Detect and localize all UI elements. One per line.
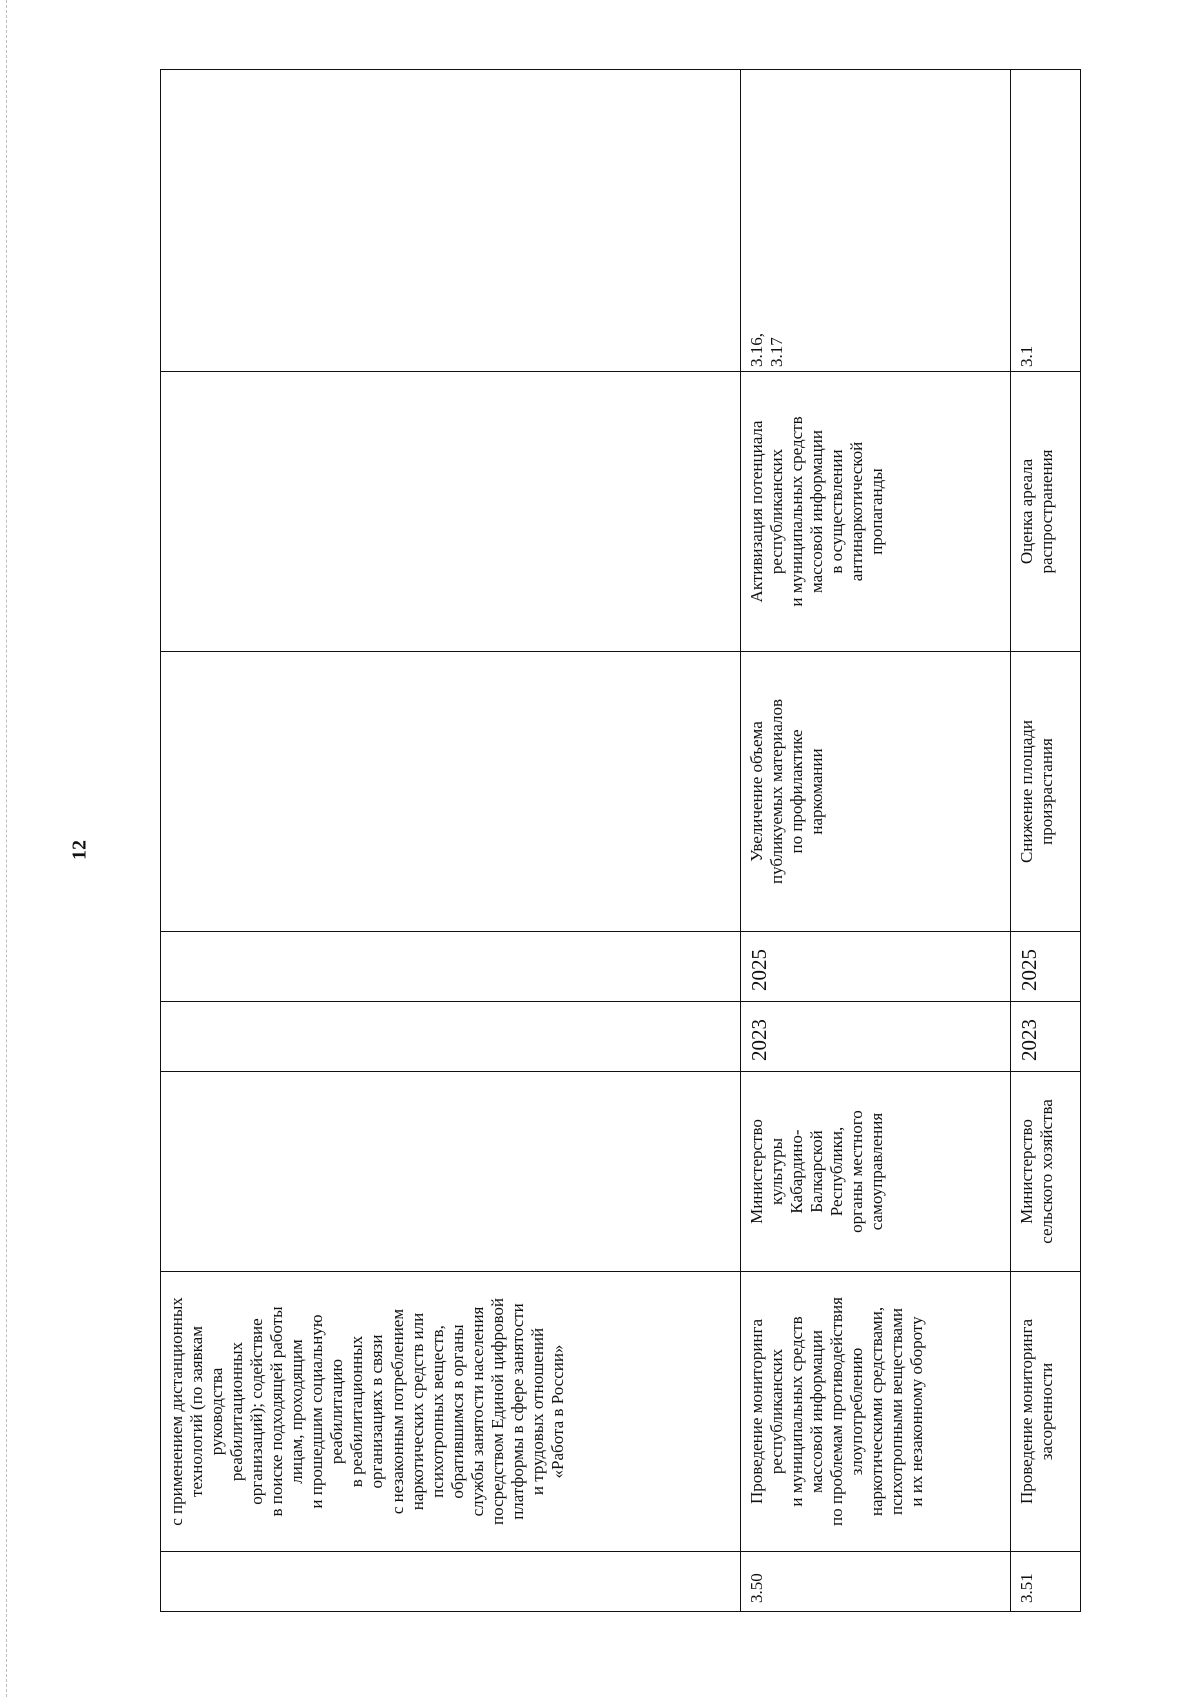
end-year-cell: [161, 932, 741, 1002]
rotated-table-sheet: [160, 70, 1080, 1612]
executor-cell: Министерство сельского хозяйства: [1011, 1072, 1081, 1272]
result-cell: [161, 652, 741, 932]
event-cell: с применением дистанционных технологий (по заявкам руководства реабилитационных организаций); содействие в поиске подходящей работы лицам, проходящим и прошедшим социальную реабилитацию в реабилитационных организациях в связи с незаконным потреблением наркотических средств или психотропных веществ, обратившимся в органы службы занятости населения посредством Единой цифровой платформы в сфере занятости и трудовых отношений «Работа в России»: [161, 1272, 741, 1552]
row-number: 3.50: [741, 1552, 1011, 1612]
indicator-cell: 3.16, 3.17: [741, 70, 1011, 372]
end-year-cell: 2025: [1011, 932, 1081, 1002]
result-cell: Увеличение объема публикуемых материалов по профилактике наркомании: [741, 652, 1011, 932]
executor-cell: Министерство культуры Кабардино- Балкарской Республики, органы местного самоуправления: [741, 1072, 1011, 1272]
indicator-cell: 3.1: [1011, 70, 1081, 372]
measures-table: [160, 69, 1081, 1612]
event-cell: Проведение мониторинга засоренности: [1011, 1272, 1081, 1552]
indicator-cell: [161, 70, 741, 372]
effect-cell: Оценка ареала распространения: [1011, 372, 1081, 652]
start-year-cell: 2023: [1011, 1002, 1081, 1072]
table-row: [741, 70, 1011, 1612]
table-row: [161, 70, 741, 1612]
effect-cell: Активизация потенциала республиканских и муниципальных средств массовой информации в осуществлении антинаркотической пропаганды: [741, 372, 1011, 652]
start-year-cell: 2023: [741, 1002, 1011, 1072]
row-number: [161, 1552, 741, 1612]
row-number: 3.51: [1011, 1552, 1081, 1612]
start-year-cell: [161, 1002, 741, 1072]
end-year-cell: 2025: [741, 932, 1011, 1002]
event-cell: Проведение мониторинга республиканских и муниципальных средств массовой информации по проблемам противодействия злоупотреблению наркотическими средствами, психотропными веществами и их незаконному обороту: [741, 1272, 1011, 1552]
effect-cell: [161, 372, 741, 652]
table-row: [1011, 70, 1081, 1612]
page-number: 12: [68, 840, 91, 860]
scan-edge-line: [6, 0, 7, 1697]
result-cell: Снижение площади произрастания: [1011, 652, 1081, 932]
executor-cell: [161, 1072, 741, 1272]
